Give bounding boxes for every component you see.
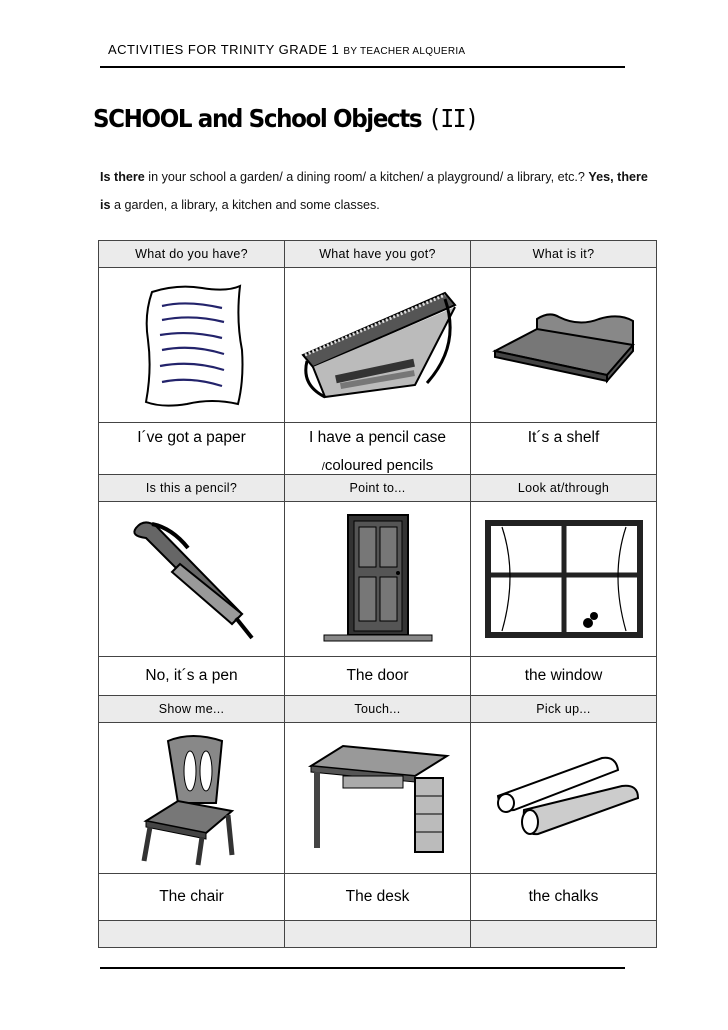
header-cell: Pick up... bbox=[471, 696, 657, 723]
page-title-text: SCHOOL and School Objects bbox=[93, 104, 422, 133]
image-cell bbox=[285, 268, 471, 423]
caption-cell: The desk bbox=[285, 874, 471, 921]
pen-icon bbox=[122, 514, 262, 644]
table-row bbox=[99, 874, 657, 921]
image-cell bbox=[99, 268, 285, 423]
intro-answer-text: a garden, a library, a kitchen and some classes. bbox=[110, 198, 380, 212]
intro-question-text: in your school a garden/ a dining room/ a kitchen/ a playground/ a library, etc.? bbox=[144, 170, 589, 184]
image-cell bbox=[471, 502, 657, 657]
image-cell bbox=[99, 502, 285, 657]
intro-question-bold: Is there bbox=[100, 170, 145, 184]
paper-icon bbox=[132, 280, 252, 410]
table-row bbox=[99, 696, 657, 723]
caption-cell: The door bbox=[285, 657, 471, 696]
chalks-icon bbox=[484, 748, 644, 848]
caption-cell: I´ve got a paper bbox=[99, 423, 285, 475]
vocabulary-table bbox=[98, 240, 657, 948]
caption-cell bbox=[285, 423, 471, 475]
header-rule bbox=[100, 66, 625, 68]
table-row bbox=[99, 657, 657, 696]
header-cell: Point to... bbox=[285, 475, 471, 502]
intro-paragraph bbox=[100, 163, 660, 219]
door-icon bbox=[318, 509, 438, 649]
caption-cell: the chalks bbox=[471, 874, 657, 921]
table-row bbox=[99, 268, 657, 423]
pencil-case-icon bbox=[295, 285, 460, 405]
blank-cell bbox=[285, 921, 471, 948]
caption-cell: No, it´s a pen bbox=[99, 657, 285, 696]
image-cell bbox=[471, 723, 657, 874]
worksheet-header bbox=[108, 42, 465, 57]
caption-cell: It´s a shelf bbox=[471, 423, 657, 475]
image-cell bbox=[285, 502, 471, 657]
window-icon bbox=[484, 519, 644, 639]
table-row bbox=[99, 502, 657, 657]
header-cell: Touch... bbox=[285, 696, 471, 723]
table-row bbox=[99, 723, 657, 874]
header-cell: What is it? bbox=[471, 241, 657, 268]
caption-subtext bbox=[285, 457, 470, 474]
header-author: BY TEACHER ALQUERIA bbox=[343, 46, 466, 57]
header-cell: What do you have? bbox=[99, 241, 285, 268]
blank-cell bbox=[471, 921, 657, 948]
page-title-roman: (II) bbox=[427, 104, 478, 133]
image-cell bbox=[471, 268, 657, 423]
caption-slash: / bbox=[321, 461, 325, 473]
header-cell: Show me... bbox=[99, 696, 285, 723]
table-row bbox=[99, 423, 657, 475]
image-cell bbox=[285, 723, 471, 874]
table-row bbox=[99, 921, 657, 948]
header-title: ACTIVITIES FOR TRINITY GRADE 1 bbox=[108, 42, 340, 57]
caption-cell: the window bbox=[471, 657, 657, 696]
shelf-icon bbox=[489, 305, 639, 385]
table-row bbox=[99, 241, 657, 268]
footer-rule bbox=[100, 967, 625, 969]
chair-icon bbox=[132, 731, 252, 866]
desk-icon bbox=[303, 738, 453, 858]
image-cell bbox=[99, 723, 285, 874]
header-cell: What have you got? bbox=[285, 241, 471, 268]
table-row bbox=[99, 475, 657, 502]
header-cell: Look at/through bbox=[471, 475, 657, 502]
intro-answer-bold: Yes, there is bbox=[100, 170, 648, 212]
caption-cell: The chair bbox=[99, 874, 285, 921]
header-cell: Is this a pencil? bbox=[99, 475, 285, 502]
page-title bbox=[93, 104, 478, 133]
blank-cell bbox=[99, 921, 285, 948]
caption-text: I have a pencil case bbox=[308, 429, 446, 446]
caption-extra: coloured pencils bbox=[324, 457, 434, 474]
